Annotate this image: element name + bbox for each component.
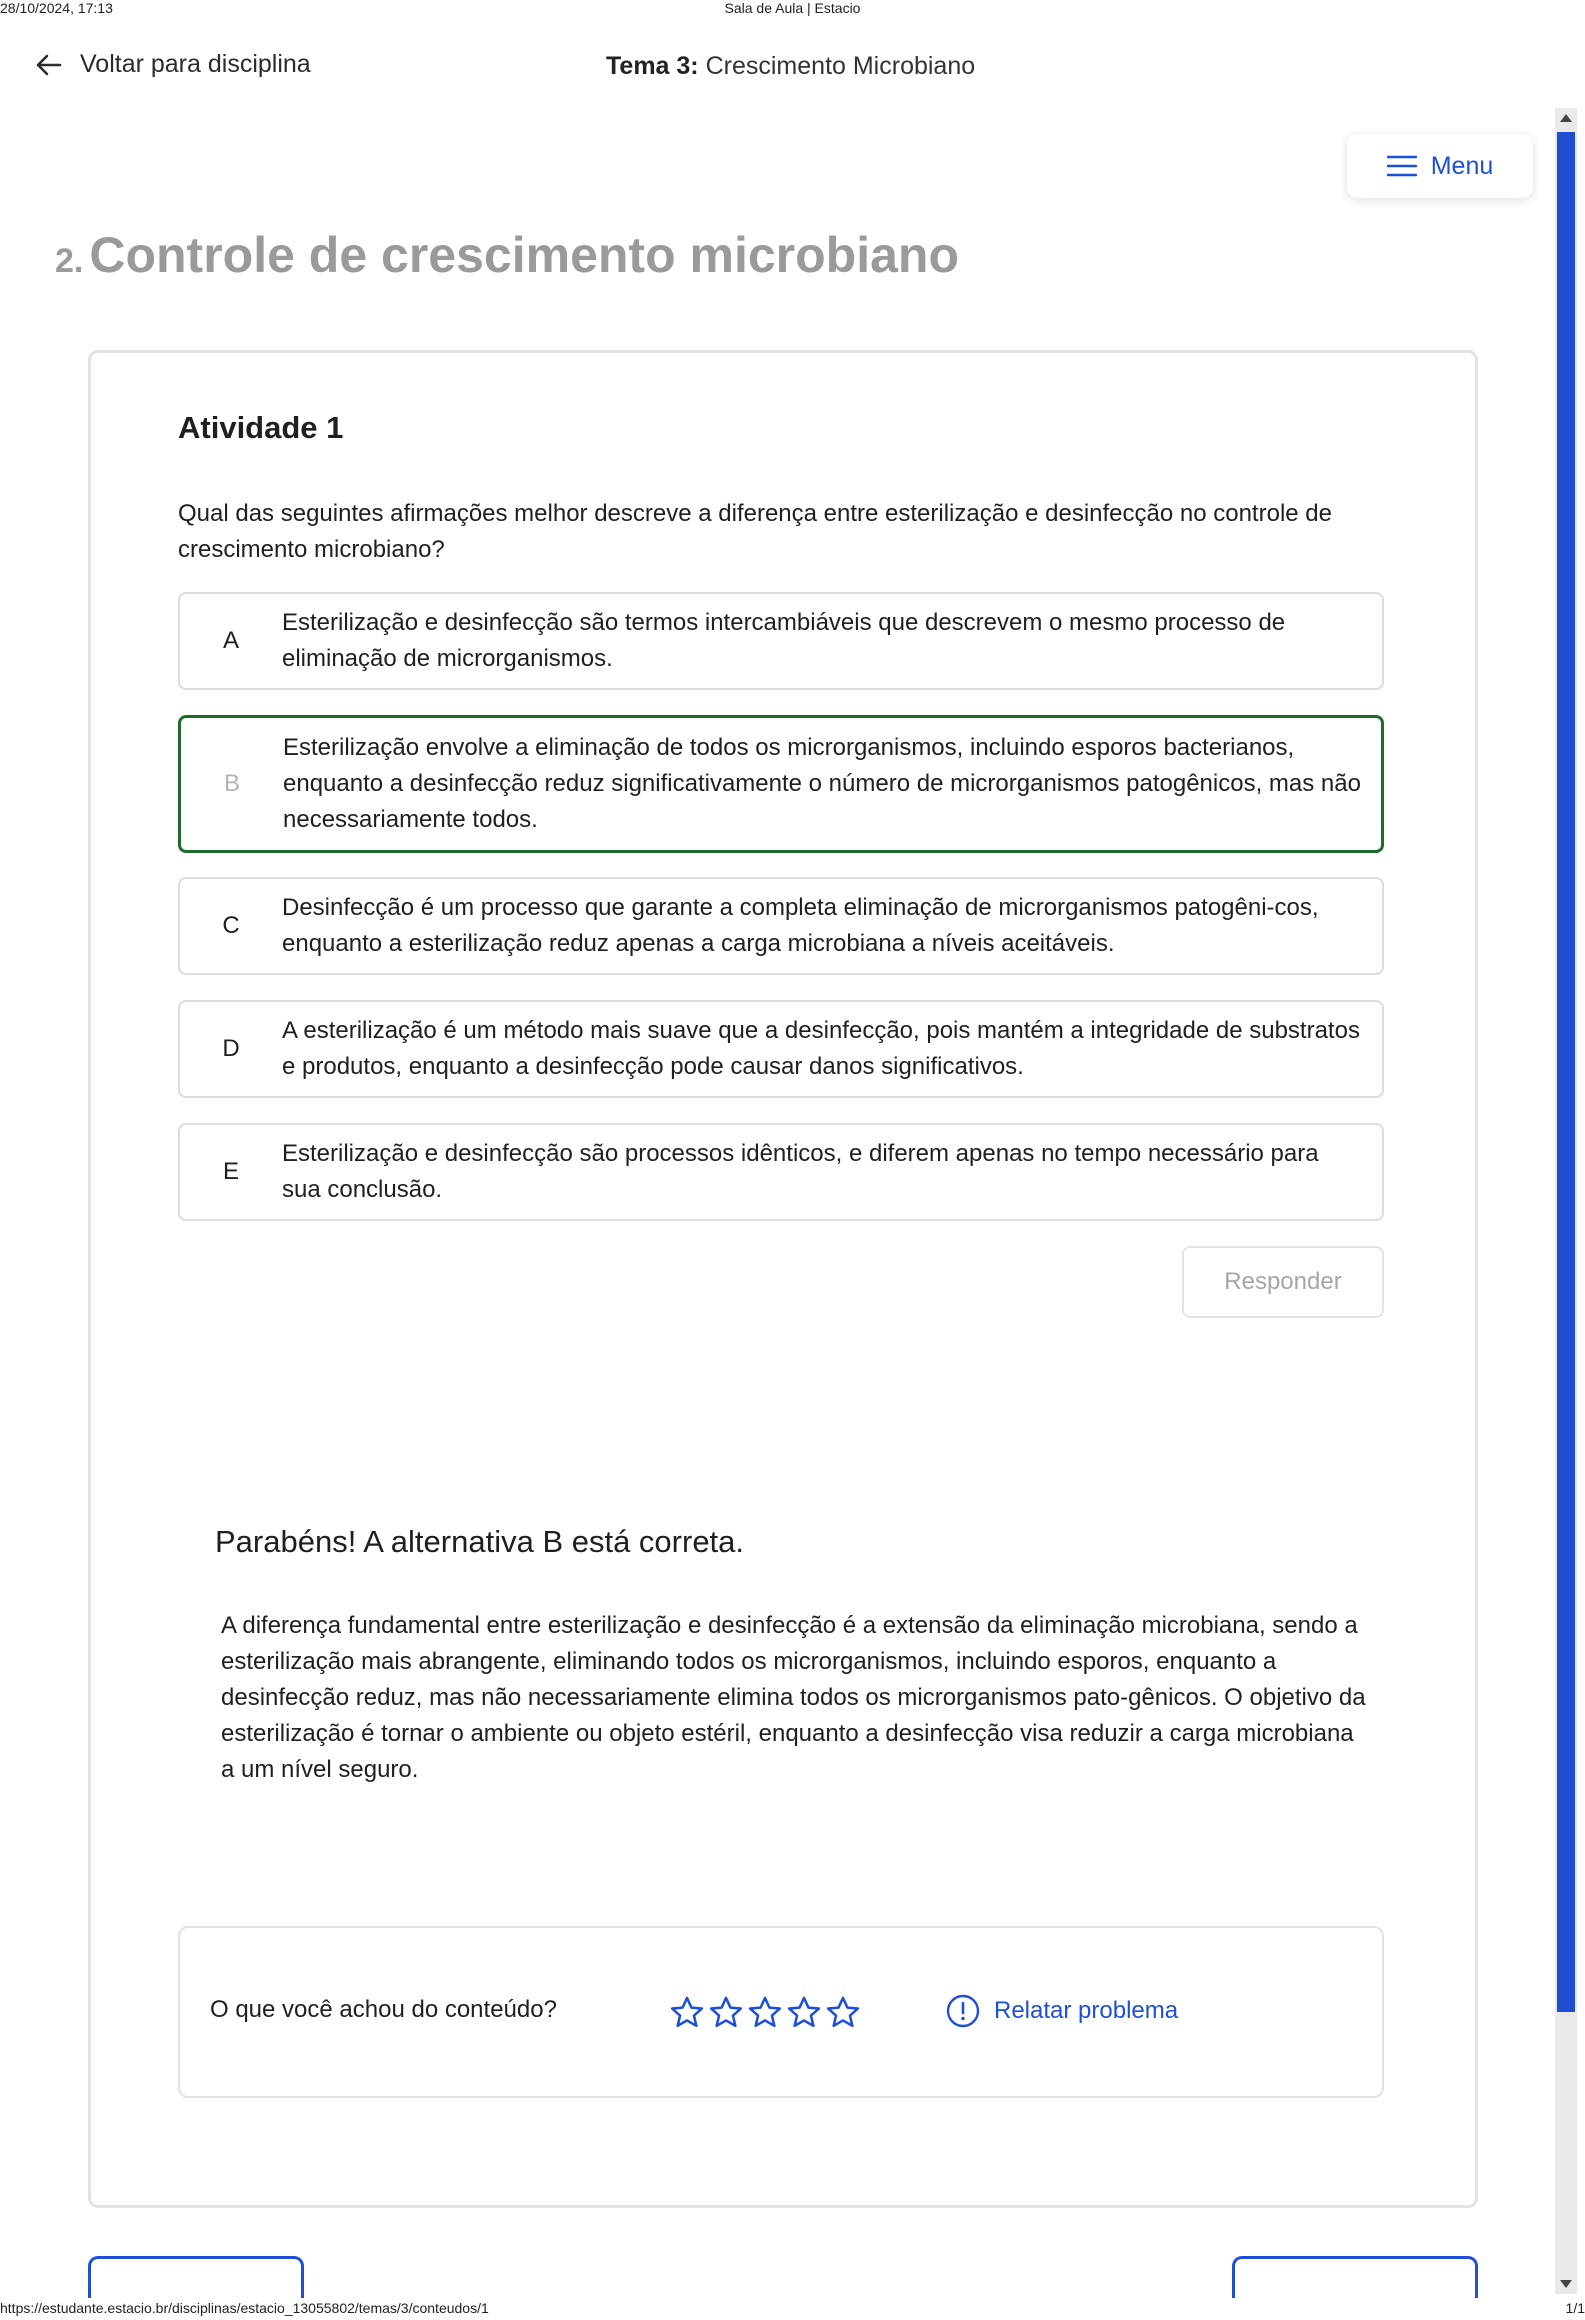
- scrollbar-thumb[interactable]: [1557, 132, 1575, 2012]
- option-letter: E: [222, 1158, 239, 1185]
- report-problem-label: Relatar problema: [994, 1997, 1179, 2024]
- option-text: Esterilização envolve a eliminação de todos os microrganismos, incluindo esporos bacterianos, enquanto a desinfecção reduz significativamente o número de microrganismos patogênicos, mas não necessariamente todos.: [283, 734, 1361, 833]
- print-page-number: 1/1: [1565, 2300, 1585, 2316]
- activity-title: Atividade 1: [178, 410, 344, 445]
- option-d[interactable]: [178, 1000, 1384, 1098]
- alert-circle-icon: [946, 1994, 980, 2028]
- scroll-up-arrow-icon[interactable]: [1560, 114, 1572, 122]
- option-b-selected[interactable]: [178, 715, 1384, 853]
- print-datetime: 28/10/2024, 17:13: [0, 0, 113, 16]
- option-e[interactable]: [178, 1123, 1384, 1221]
- arrow-left-icon: [36, 54, 62, 76]
- section-heading: Controle de crescimento microbiano: [89, 227, 959, 283]
- print-footer: [0, 2298, 1585, 2320]
- scrollbar[interactable]: [1555, 108, 1577, 2294]
- star-icon[interactable]: [824, 1994, 862, 2032]
- print-header: [0, 0, 1585, 18]
- option-text: A esterilização é um método mais suave que a desinfecção, pois mantém a integridade de substratos e produtos, enquanto a desinfecção pode causar danos significativos.: [282, 1017, 1360, 1080]
- back-to-discipline-link[interactable]: [36, 50, 311, 79]
- rating-question: O que você achou do conteúdo?: [210, 1996, 557, 2023]
- topbar: [0, 44, 1560, 90]
- respond-button[interactable]: Responder: [1182, 1246, 1384, 1318]
- feedback-title: Parabéns! A alternativa B está correta.: [215, 1524, 745, 1559]
- scroll-down-arrow-icon[interactable]: [1560, 2280, 1572, 2288]
- option-letter: B: [223, 770, 240, 797]
- option-letter: C: [222, 912, 240, 939]
- option-c[interactable]: [178, 877, 1384, 975]
- topic-name: Crescimento Microbiano: [705, 52, 976, 80]
- back-link-label: Voltar para disciplina: [80, 50, 311, 78]
- star-icon[interactable]: [785, 1994, 823, 2032]
- topic-prefix: Tema 3:: [606, 52, 699, 80]
- option-letter: A: [222, 627, 239, 654]
- star-icon[interactable]: [746, 1994, 784, 2032]
- feedback-text: A diferença fundamental entre esterilização e desinfecção é a extensão da eliminação microbiana, sendo a esterilização mais abrangente, eliminando todos os microrganismos, incluindo esporos, enquanto a desinfecção reduz, mas não necessariamente elimina todos os microrganismos pato-gênicos. O objetivo da esterilização é tornar o ambiente ou objeto estéril, enquanto a desinfecção visa reduzir a carga microbiana a um nível seguro.: [221, 1612, 1366, 1783]
- menu-button[interactable]: [1347, 134, 1533, 198]
- print-page-title: Sala de Aula | Estacio: [724, 0, 861, 16]
- section-title: [55, 226, 959, 284]
- option-text: Esterilização e desinfecção são processos idênticos, e diferem apenas no tempo necessário para sua conclusão.: [282, 1140, 1319, 1203]
- option-a[interactable]: [178, 592, 1384, 690]
- hamburger-icon: [1387, 155, 1417, 177]
- star-icon[interactable]: [668, 1994, 706, 2032]
- star-rating: [668, 1994, 863, 2032]
- option-letter: D: [222, 1035, 240, 1062]
- report-problem-link[interactable]: [946, 1994, 1178, 2028]
- menu-label: Menu: [1430, 151, 1494, 180]
- question-text: Qual das seguintes afirmações melhor descreve a diferença entre esterilização e desinfecção no controle de crescimento microbiano?: [178, 500, 1332, 563]
- section-number: 2.: [55, 242, 84, 280]
- print-url: https://estudante.estacio.br/disciplinas/estacio_13055802/temas/3/conteudos/1: [0, 2300, 489, 2316]
- topic-title: [606, 52, 975, 81]
- star-icon[interactable]: [707, 1994, 745, 2032]
- option-text: Esterilização e desinfecção são termos intercambiáveis que descrevem o mesmo processo de eliminação de microrganismos.: [282, 609, 1286, 672]
- option-text: Desinfecção é um processo que garante a completa eliminação de microrganismos patogêni-cos, enquanto a esterilização reduz apenas a carga microbiana a níveis aceitáveis.: [282, 894, 1319, 957]
